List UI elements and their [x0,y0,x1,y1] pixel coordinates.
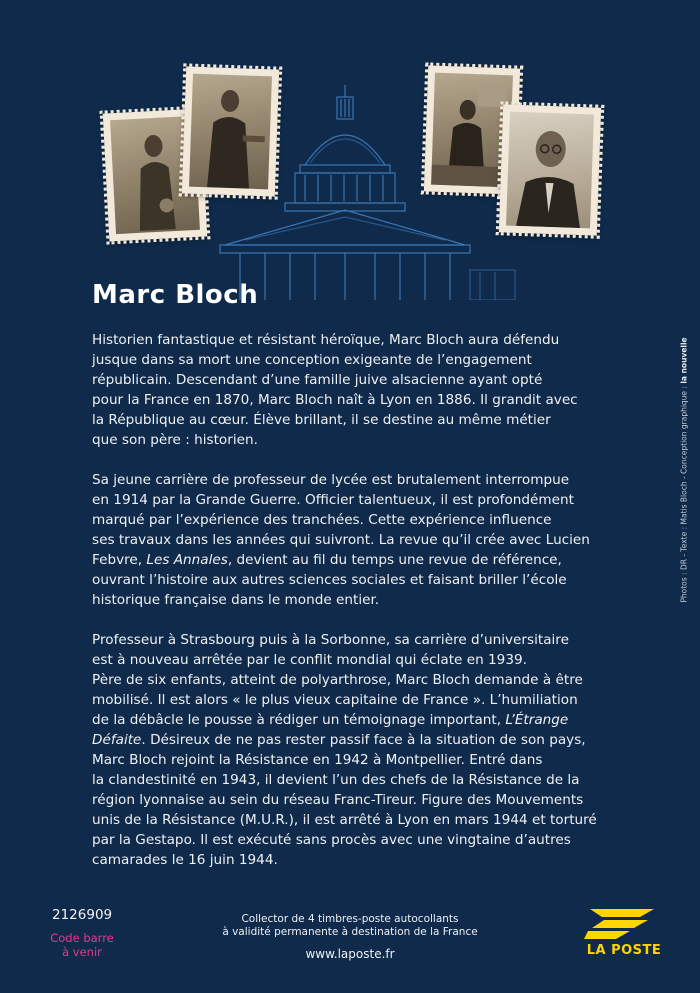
biography-text [92,330,612,890]
text-line: est à nouveau arrêtée par le conflit mondial qui éclate en 1939. [92,652,527,668]
paragraph-3 [92,630,612,870]
la-poste-logo [580,905,668,958]
text-line: Sa jeune carrière de professeur de lycée est brutalement interrompue [92,472,570,488]
text-line: jusque dans sa mort une conception exigeante de l’engagement [92,352,532,368]
text-line: marqué par l’expérience des tranchées. Cette expérience influence [92,512,552,528]
text-line: région lyonnaise au sein du réseau Franc-Tireur. Figure des Mouvements [92,792,584,808]
text-line: mobilisé. Il est alors « le plus vieux capitaine de France ». L’humiliation [92,692,578,708]
text-line: par la Gestapo. Il est exécuté sans procès avec une vingtaine d’autres [92,832,571,848]
la-poste-bird-icon [582,905,662,941]
text-line: unis de la Résistance (M.U.R.), il est arrêté à Lyon en mars 1944 et torturé [92,812,597,828]
text-line [92,710,612,730]
text-line: la République au cœur. Élève brillant, il se destine au même métier [92,412,551,428]
text-line: que son père : historien. [92,432,258,448]
barcode-placeholder [38,931,126,959]
website-link[interactable]: www.laposte.fr [305,947,395,961]
collector-line: à validité permanente à destination de la France [222,926,478,938]
text-line [92,730,612,750]
photo-credits [680,337,689,602]
barcode-note-line: Code barre [50,931,114,945]
photo-portrait-suit [182,66,279,196]
collector-description [200,913,500,939]
text-line: la clandestinité en 1943, il devient l’un des chefs de la Résistance de la [92,772,580,788]
text-line: ses travaux dans les années qui suivront. La revue qu’il crée avec Lucien [92,532,590,548]
book-title: Défaite [92,732,142,748]
text-line [92,550,612,570]
text-line: pour la France en 1870, Marc Bloch naît à Lyon en 1886. Il grandit avec [92,392,578,408]
text-fragment: de la débâcle le pousse à rédiger un témoignage important, [92,712,506,728]
design-agency: la nouvelle [679,337,689,384]
credits-text: Photos : DR - Texte : Matis Bloch - Conception graphique : [679,383,689,603]
book-title: L’Étrange [505,712,569,728]
text-fragment: Febvre, [92,552,147,568]
text-line: camarades le 16 juin 1944. [92,852,278,868]
text-fragment: . Désireux de ne pas rester passif face à la situation de son pays, [141,732,586,748]
text-line: Père de six enfants, atteint de polyarthrose, Marc Bloch demande à être [92,672,583,688]
product-code: 2126909 [52,907,113,923]
page-title: Marc Bloch [92,280,259,310]
text-line: ouvrant l’histoire aux autres sciences sociales et faisant briller l’école [92,572,567,588]
text-line: républicain. Descendant d’une famille juive alsacienne ayant opté [92,372,543,388]
text-line: en 1914 par la Grande Guerre. Officier talentueux, il est profondément [92,492,574,508]
text-fragment: , devient au fil du temps une revue de référence, [227,552,562,568]
photo-portrait-glasses [499,104,601,235]
paragraph-2 [92,470,612,610]
la-poste-wordmark: LA POSTE [586,943,662,958]
paragraph-1 [92,330,612,450]
text-line: historique française dans le monde entier. [92,592,380,608]
text-line: Professeur à Strasbourg puis à la Sorbonne, sa carrière d’universitaire [92,632,569,648]
collector-line: Collector de 4 timbres-poste autocollants [241,913,459,925]
journal-title: Les Annales [146,552,228,568]
text-line: Historien fantastique et résistant héroïque, Marc Bloch aura défendu [92,332,560,348]
text-line: Marc Bloch rejoint la Résistance en 1942 à Montpellier. Entré dans [92,752,543,768]
barcode-note-line: à venir [62,945,102,959]
